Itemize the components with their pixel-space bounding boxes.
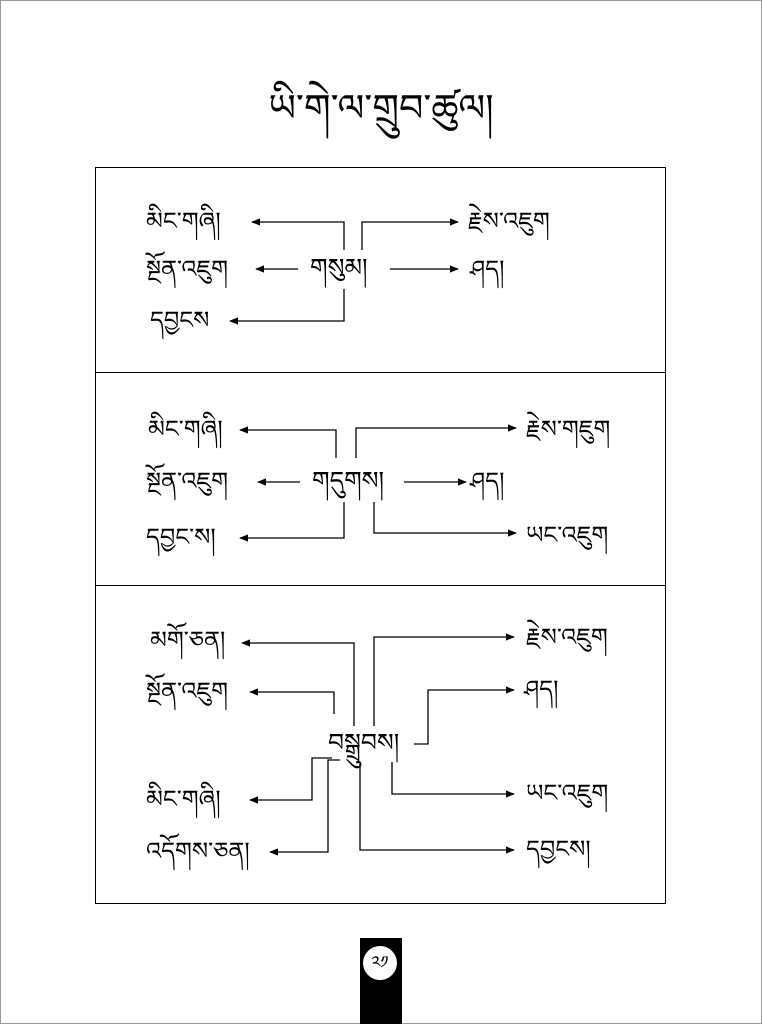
arrow-d2-to-right-0 (356, 428, 516, 458)
diagram-3-left-term-0: མགོ་ཅན། (150, 626, 226, 654)
page-title: ཡི་གེ་ལ་གྲུབ་ཚུལ། (268, 86, 494, 130)
arrow-d1-to-left-0 (252, 222, 344, 250)
arrow-d3-to-left-0 (242, 643, 354, 726)
arrow-d2-to-left-0 (240, 430, 336, 458)
diagram-1-center-word: གསུམ། (310, 253, 368, 282)
arrow-d3-to-right-1 (414, 690, 514, 744)
diagram-2-left-term-2: དབྱང་ས། (146, 523, 216, 551)
diagram-2-center-word: གདུགས། (312, 466, 385, 495)
diagram-2-left-term-0: མིང་གཞི། (148, 415, 223, 443)
arrow-d3-to-right-0 (374, 637, 514, 726)
diagram-3-right-term-3: དབྱངས། (526, 835, 591, 863)
diagram-3-left-term-2: མིང་གཞི། (146, 785, 221, 813)
diagram-2-right-term-1: ཤད། (470, 467, 505, 495)
arrow-d3-to-left-2 (250, 758, 332, 800)
diagram-2-right-term-2: ཡང་འཇུག (526, 521, 609, 549)
arrow-d2-to-left-2 (240, 502, 344, 538)
diagram-1-left-term-2: དབྱངས (150, 306, 210, 334)
diagram-3-right-term-1: ཤད། (524, 675, 559, 703)
arrow-d1-to-right-0 (362, 222, 458, 250)
diagram-1-left-term-1: སྔོན་འཇུག (146, 255, 228, 283)
diagram-2-right-term-0: རྗེས་གཇུག (526, 415, 611, 443)
arrow-d2-to-right-2 (374, 502, 516, 533)
diagram-2-left-term-1: སྔོན་འཇུག (146, 467, 228, 495)
diagram-3-center-word: བསྒྲུབས། (328, 728, 400, 757)
arrow-d3-to-right-2 (392, 762, 514, 794)
arrow-d1-to-left-2 (230, 289, 344, 321)
diagram-3-left-term-3: འདོགས་ཅན། (146, 837, 250, 865)
diagram-1-right-term-1: ཤད། (470, 255, 505, 283)
arrow-d3-to-right-3 (360, 762, 514, 850)
diagram-3-right-term-2: ཡང་འཇུག (526, 779, 609, 807)
diagram-3-right-term-0: རྗེས་འཇུག (526, 623, 608, 651)
arrow-d3-to-left-3 (270, 760, 340, 852)
diagram-3-left-term-1: སྔོན་འཇུག (146, 677, 228, 705)
diagram-1-right-term-0: རྗེས་འཇུག (468, 207, 550, 235)
diagram-1-left-term-0: མིང་གཞི། (146, 207, 221, 235)
page-number: ༢༡ (363, 946, 397, 980)
arrow-d3-to-left-1 (250, 692, 334, 714)
